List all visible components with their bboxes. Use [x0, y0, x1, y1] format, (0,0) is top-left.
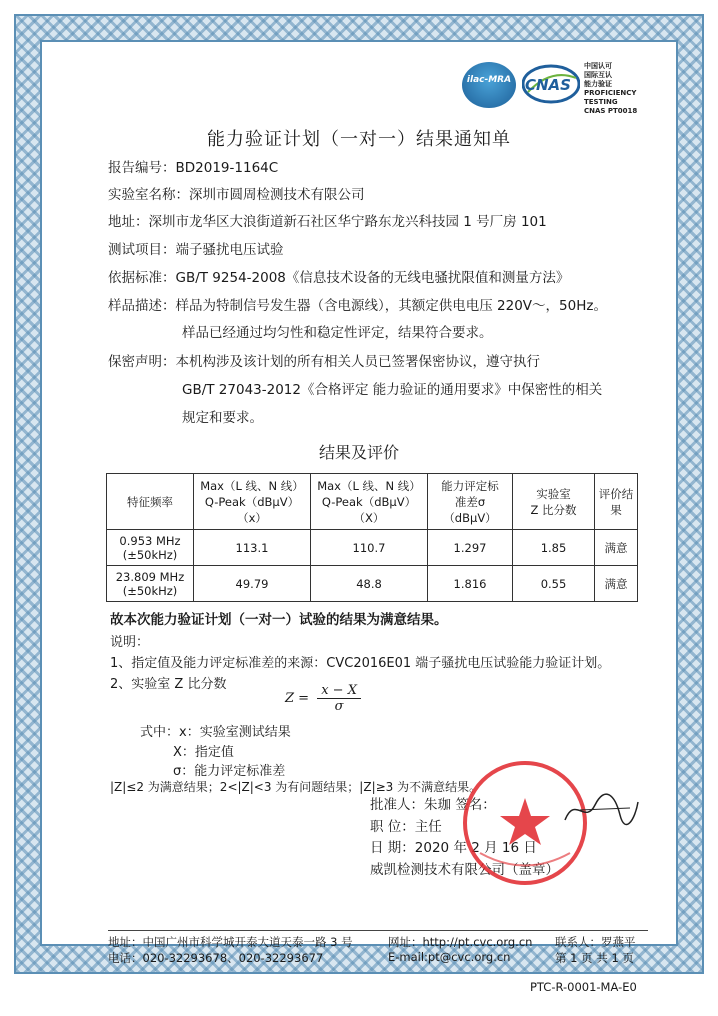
table-cell: 满意 — [595, 530, 638, 566]
col-header: Max（L 线、N 线） Q-Peak（dBμV） （X） — [311, 474, 428, 530]
table-cell: 113.1 — [194, 530, 311, 566]
where-X: X：指定值 — [173, 745, 234, 760]
conclusion: 故本次能力验证计划（一对一）试验的结果为满意结果。 — [110, 612, 448, 628]
col-header: 特征频率 — [107, 474, 194, 530]
confidentiality-statement-end: 规定和要求。 — [182, 410, 263, 426]
ilac-mra-logo — [462, 62, 516, 108]
cnas-label: CNAS — [525, 76, 571, 94]
handwritten-signature — [560, 790, 640, 830]
lab-address: 地址：深圳市龙华区大浪街道新石社区华宁路东龙兴科技园 1 号厂房 101 — [108, 214, 547, 230]
footer-divider — [108, 930, 648, 931]
col-header: 实验室 Z 比分数 — [513, 474, 595, 530]
report-number: 报告编号：BD2019-1164C — [108, 160, 279, 176]
notes-heading: 说明： — [110, 635, 150, 650]
table-cell: 110.7 — [311, 530, 428, 566]
where-x: 式中：x：实验室测试结果 — [140, 725, 291, 740]
approver-position: 职 位：主任 — [370, 819, 442, 835]
footer-website: 网址：http://pt.cvc.org.cn — [388, 935, 533, 949]
approver: 批准人：朱珈 签名： — [370, 797, 496, 813]
formula-denominator: σ — [334, 699, 344, 714]
document-number: PTC-R-0001-MA-E0 — [530, 980, 637, 994]
table-cell: 1.297 — [428, 530, 513, 566]
evaluation-criteria: |Z|≤2 为满意结果；2<|Z|<3 为有问题结果；|Z|≥3 为不满意结果。 — [110, 780, 482, 794]
z-score-formula — [285, 683, 361, 714]
approval-date: 日 期：2020 年 2 月 16 日 — [370, 840, 537, 856]
table-cell: 48.8 — [311, 566, 428, 602]
col-header: Max（L 线、N 线） Q-Peak（dBμV） （x） — [194, 474, 311, 530]
confidentiality-statement: 保密声明：本机构涉及该计划的所有相关人员已签署保密协议，遵守执行 — [108, 354, 540, 370]
note-item-1: 1、指定值及能力评定标准差的来源：CVC2016E01 端子骚扰电压试验能力验证计划。 — [110, 656, 611, 671]
issuing-company: 威凯检测技术有限公司（盖章） — [370, 862, 559, 878]
col-header: 能力评定标 准差σ （dBμV） — [428, 474, 513, 530]
table-cell: 满意 — [595, 566, 638, 602]
table-title: 结果及评价 — [318, 443, 399, 462]
note-item-2: 2、实验室 Z 比分数 — [110, 677, 227, 692]
formula-numerator: x − X — [317, 683, 361, 699]
footer-email: E-mail:pt@cvc.org.cn — [388, 950, 511, 964]
test-standard: 依据标准：GB/T 9254-2008《信息技术设备的无线电骚扰限值和测量方法》 — [108, 270, 570, 286]
results-table — [106, 473, 638, 602]
table-cell: 49.79 — [194, 566, 311, 602]
table-cell: 23.809 MHz (±50kHz) — [107, 566, 194, 602]
footer-page: 第 1 页 共 1 页 — [555, 951, 634, 965]
footer-phone: 电话：020-32293678、020-32293677 — [108, 951, 324, 965]
accreditation-logos — [462, 58, 662, 118]
col-header: 评价结果 — [595, 474, 638, 530]
cnas-side-text: 中国认可 国际互认 能力验证 PROFICIENCY TESTING CNAS PT0018 — [584, 62, 638, 115]
table-cell: 1.85 — [513, 530, 595, 566]
lab-name: 实验室名称：深圳市圆周检测技术有限公司 — [108, 187, 365, 203]
table-cell: 0.953 MHz (±50kHz) — [107, 530, 194, 566]
page-title: 能力验证计划（一对一）结果通知单 — [207, 129, 511, 150]
footer-contact: 联系人：罗燕平 — [555, 935, 636, 949]
confidentiality-statement-cont: GB/T 27043-2012《合格评定 能力验证的通用要求》中保密性的相关 — [182, 382, 603, 398]
ilac-mra-label: ilac-MRA — [466, 75, 512, 85]
formula-lhs: Z = — [285, 691, 310, 706]
sample-description-cont: 样品已经通过均匀性和稳定性评定，结果符合要求。 — [182, 325, 493, 341]
table-row — [107, 566, 638, 602]
formula-fraction — [317, 683, 361, 714]
table-cell: 1.816 — [428, 566, 513, 602]
footer-address: 地址：中国广州市科学城开泰大道天泰一路 3 号 — [108, 935, 353, 949]
test-item: 测试项目：端子骚扰电压试验 — [108, 242, 284, 258]
sample-description: 样品描述：样品为特制信号发生器（含电源线），其额定供电电压 220V～，50Hz。 — [108, 298, 607, 314]
table-row — [107, 530, 638, 566]
table-cell: 0.55 — [513, 566, 595, 602]
table-header-row — [107, 474, 638, 530]
where-sigma: σ：能力评定标准差 — [173, 764, 286, 779]
